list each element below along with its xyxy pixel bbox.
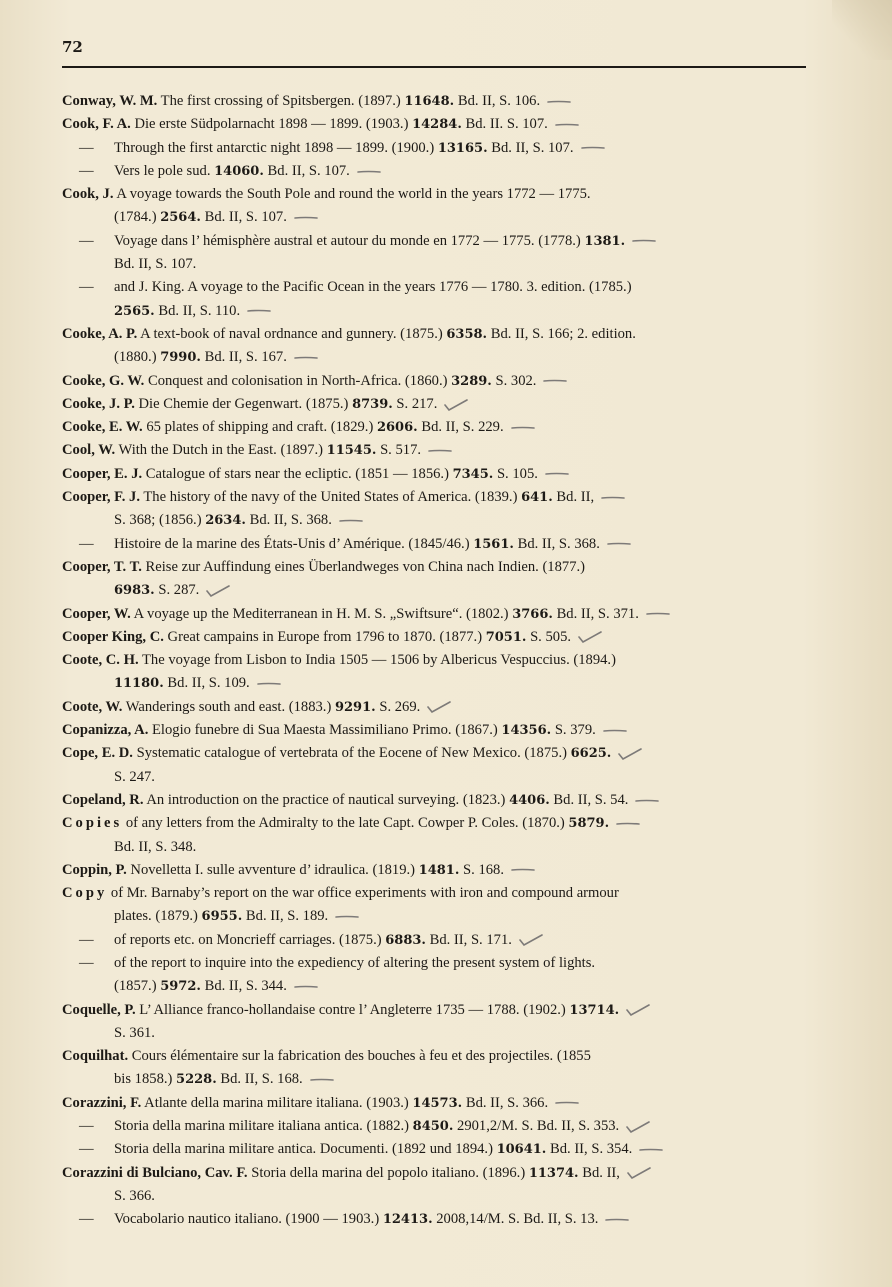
entry-catalog-number: 5228.	[176, 1072, 217, 1088]
entry-catalog-number: 1381.	[584, 233, 626, 249]
pencil-check-mark-icon	[443, 399, 469, 411]
entry-text: (1857.)	[114, 978, 161, 995]
pencil-dash-mark-icon	[542, 375, 568, 387]
entry-line	[62, 533, 812, 556]
entry-line	[62, 1138, 812, 1161]
pencil-check-mark-icon	[617, 748, 643, 760]
entry-reference: Bd. II, S. 54.	[549, 791, 629, 808]
entry-line	[62, 1115, 812, 1138]
entry-text: Histoire de la marine des États-Unis d’ Amérique. (1845/46.)	[114, 535, 474, 552]
entry-catalog-number: 641.	[521, 490, 553, 506]
entry-line	[62, 649, 812, 672]
entry-text: Great campains in Europe from 1796 to 1870. (1877.)	[163, 628, 486, 645]
entry-author: Cooke, G. W.	[62, 372, 145, 389]
entry-catalog-number: 4406.	[509, 792, 550, 808]
entry-reference: Bd. II,	[578, 1164, 620, 1181]
entry-reference: Bd. II, S. 354.	[546, 1141, 633, 1158]
entry-text: Reise zur Auffindung eines Überlandweges von China nach Indien. (1877.)	[141, 558, 585, 575]
pencil-check-mark-icon	[518, 934, 544, 946]
entry-line	[62, 1045, 812, 1068]
entry-line	[62, 323, 812, 346]
entry-reference: S. 302.	[491, 372, 537, 389]
entry-reference: Bd. II, S. 110.	[154, 302, 241, 319]
ditto-dash: —	[79, 1211, 94, 1228]
pencil-check-mark-icon	[625, 1004, 651, 1016]
entry-author: Cooke, E. W.	[62, 419, 143, 436]
entry-text: Bd. II, S. 348.	[114, 838, 197, 855]
entry-reference: 2008,14/M. S. Bd. II, S. 13.	[432, 1211, 599, 1228]
entry-reference: S. 217.	[392, 395, 438, 412]
entry-line	[62, 416, 812, 439]
entry-text: of reports etc. on Moncrieff carriages. (1875.)	[114, 931, 386, 948]
entry-text: of Mr. Barnaby’s report on the war office experiments with iron and compound armour	[107, 885, 619, 902]
entry-text: (1880.)	[114, 349, 161, 366]
entry-text: plates. (1879.)	[114, 908, 202, 925]
entry-catalog-number: 9291.	[334, 699, 376, 715]
entry-line	[62, 1208, 812, 1231]
entry-reference: S. 269.	[375, 698, 421, 715]
entry-reference: S. 168.	[459, 861, 504, 878]
pencil-dash-mark-icon	[580, 142, 606, 154]
entry-author: Cook, J.	[62, 186, 114, 203]
entry-reference: Bd. II, S. 167.	[200, 349, 287, 366]
entry-text: L’ Alliance franco-hollandaise contre l’ Angleterre 1735 — 1788. (1902.)	[135, 1001, 570, 1018]
entry-reference: Bd. II, S. 344.	[200, 978, 287, 995]
entry-text: S. 368; (1856.)	[114, 512, 206, 529]
entry-catalog-number: 11648.	[404, 94, 455, 109]
entry-line	[62, 696, 812, 719]
entry-line	[62, 439, 812, 462]
entry-line	[62, 253, 812, 276]
entry-line	[62, 276, 812, 299]
entry-text: Vocabolario nautico italiano. (1900 — 1903.)	[114, 1211, 383, 1228]
entry-line	[62, 1022, 812, 1045]
entry-line	[62, 719, 812, 742]
entry-catalog-number: 3289.	[451, 373, 492, 389]
entry-author: Cooper, T. T.	[62, 558, 142, 575]
entry-reference: 2901,2/M. S. Bd. II, S. 353.	[453, 1118, 620, 1135]
entry-text: Elogio funebre di Sua Maesta Massimiliano Primo. (1867.)	[148, 722, 502, 739]
entry-catalog-number: 6955.	[201, 909, 243, 925]
entry-author: Cooke, A. P.	[62, 325, 138, 342]
entry-text: Atlante della marina militare italiana. (1903.)	[141, 1094, 413, 1111]
entry-text: Voyage dans l’ hémisphère austral et autour du monde en 1772 — 1775. (1778.)	[114, 232, 585, 249]
pencil-dash-mark-icon	[602, 725, 628, 737]
entry-line	[62, 300, 812, 323]
entry-text: The history of the navy of the United States of America. (1839.)	[139, 489, 522, 506]
entry-reference: S. 287.	[154, 582, 200, 599]
pencil-dash-mark-icon	[427, 445, 453, 457]
entry-catalog-number: 11545.	[326, 443, 377, 459]
pencil-dash-mark-icon	[645, 608, 671, 620]
entry-reference: S. 379.	[551, 722, 596, 739]
entry-author: Cooper King, C.	[62, 628, 164, 645]
entry-catalog-number: 14573.	[412, 1095, 463, 1111]
entry-reference: Bd. II, S. 366.	[462, 1094, 549, 1111]
entry-line	[62, 766, 812, 789]
entry-catalog-number: 14356.	[501, 723, 552, 739]
entry-line	[62, 975, 812, 998]
entry-text: of the report to inquire into the expediency of altering the present system of lights.	[114, 954, 596, 971]
pencil-check-mark-icon	[426, 701, 452, 713]
entry-line	[62, 346, 812, 369]
entry-reference: Bd. II, S. 189.	[242, 908, 329, 925]
entry-line	[62, 859, 812, 882]
entry-line	[62, 137, 812, 160]
entry-text: Storia della marina militare italiana antica. (1882.)	[114, 1118, 413, 1135]
ditto-dash: —	[79, 139, 94, 156]
entry-line	[62, 230, 812, 253]
pencil-dash-mark-icon	[638, 1144, 664, 1156]
bibliography-list	[62, 90, 812, 1232]
entry-reference: S. 505.	[526, 628, 572, 645]
entry-line	[62, 183, 812, 206]
entry-text: An introduction on the practice of nautical surveying. (1823.)	[143, 791, 510, 808]
pencil-dash-mark-icon	[554, 1097, 580, 1109]
entry-catalog-number: 2634.	[205, 513, 246, 529]
entry-text: The first crossing of Spitsbergen. (1897.)	[157, 93, 405, 109]
ditto-dash: —	[79, 279, 94, 296]
entry-reference: Bd. II, S. 107.	[200, 209, 287, 226]
ditto-dash: —	[79, 1141, 94, 1158]
pencil-check-mark-icon	[205, 585, 231, 597]
pencil-check-mark-icon	[626, 1167, 652, 1179]
pencil-dash-mark-icon	[293, 212, 319, 224]
entry-author: Cooper, W.	[62, 605, 131, 622]
entry-text: and J. King. A voyage to the Pacific Ocean in the years 1776 — 1780. 3. edition. (1785.)	[114, 279, 632, 296]
entry-author: Coote, W.	[62, 698, 123, 715]
entry-catalog-number: 6625.	[570, 746, 612, 762]
entry-line	[62, 1092, 812, 1115]
entry-line	[62, 789, 812, 812]
pencil-dash-mark-icon	[615, 818, 641, 830]
pencil-dash-mark-icon	[604, 1214, 630, 1226]
entry-text: A voyage up the Mediterranean in H. M. S. „Swiftsure“. (1802.)	[130, 605, 513, 622]
entry-catalog-number: 6358.	[446, 326, 488, 342]
entry-catalog-number: 8450.	[412, 1119, 454, 1135]
entry-catalog-number: 2606.	[376, 420, 418, 436]
entry-reference: Bd. II, S. 107.	[263, 162, 350, 179]
entry-line	[62, 905, 812, 928]
entry-catalog-number: 3766.	[512, 606, 553, 622]
entry-line	[62, 206, 812, 229]
entry-text: Die Chemie der Gegenwart. (1875.)	[134, 395, 353, 412]
entry-text: Vers le pole sud.	[114, 162, 215, 179]
entry-line	[62, 90, 812, 113]
pencil-dash-mark-icon	[309, 1074, 335, 1086]
entry-line	[62, 603, 812, 626]
ditto-dash: —	[79, 535, 94, 552]
entry-author: Coquelle, P.	[62, 1001, 136, 1018]
entry-catalog-number: 5972.	[160, 979, 201, 995]
ditto-dash: —	[79, 931, 94, 948]
entry-text: S. 366.	[114, 1187, 155, 1204]
entry-text: 65 plates of shipping and craft. (1829.)	[142, 419, 377, 436]
entry-text: A text-book of naval ordnance and gunnery. (1875.)	[137, 325, 447, 342]
entry-text: Novelletta I. sulle avventure d’ idraulica. (1819.)	[126, 861, 419, 878]
entry-catalog-number: 14060.	[214, 163, 264, 179]
entry-line	[62, 929, 812, 952]
entry-catalog-number: 1561.	[473, 536, 514, 552]
entry-author: Cope, E. D.	[62, 745, 133, 762]
entry-reference: Bd. II, S. 368.	[245, 512, 332, 529]
pencil-dash-mark-icon	[606, 538, 632, 550]
entry-reference: Bd. II, S. 368.	[513, 535, 600, 552]
pencil-dash-mark-icon	[356, 166, 382, 178]
entry-text: of any letters from the Admiralty to the late Capt. Cowper P. Coles. (1870.)	[122, 815, 569, 832]
page-number: 72	[62, 38, 83, 56]
ditto-dash: —	[79, 954, 94, 971]
pencil-dash-mark-icon	[334, 911, 360, 923]
entry-author: Copy	[62, 885, 108, 902]
entry-catalog-number: 7990.	[160, 350, 201, 366]
entry-reference: S. 517.	[376, 442, 422, 459]
pencil-check-mark-icon	[625, 1121, 651, 1133]
entry-line	[62, 952, 812, 975]
entry-author: Cooper, E. J.	[62, 465, 143, 482]
entry-author: Coppin, P.	[62, 861, 127, 878]
entry-reference: Bd. II, S. 171.	[425, 931, 512, 948]
pencil-dash-mark-icon	[634, 795, 660, 807]
entry-author: Cool, W.	[62, 442, 116, 459]
entry-author: Coote, C. H.	[62, 652, 139, 669]
entry-catalog-number: 6983.	[114, 583, 155, 599]
entry-text: Cours élémentaire sur la fabrication des bouches à feu et des projectiles. (1855	[128, 1048, 591, 1065]
entry-catalog-number: 14284.	[412, 117, 462, 133]
entry-text: Catalogue of stars near the ecliptic. (1851 — 1856.)	[142, 465, 453, 482]
pencil-dash-mark-icon	[554, 119, 580, 131]
entry-reference: Bd. II. S. 107.	[461, 116, 548, 133]
entry-line	[62, 882, 812, 905]
entry-text: Through the first antarctic night 1898 — 1899. (1900.)	[114, 139, 438, 156]
pencil-dash-mark-icon	[338, 515, 364, 527]
pencil-dash-mark-icon	[246, 305, 272, 317]
entry-author: Cooke, J. P.	[62, 395, 135, 412]
entry-reference: Bd. II,	[552, 489, 595, 506]
entry-author: Corazzini di Bulciano, Cav. F.	[62, 1164, 248, 1181]
entry-catalog-number: 6883.	[385, 932, 426, 948]
entry-catalog-number: 11180.	[114, 676, 164, 692]
entry-reference: S. 105.	[493, 465, 538, 482]
entry-text: Bd. II, S. 107.	[114, 256, 197, 273]
entry-author: Conway, W. M.	[62, 93, 158, 109]
entry-text: (1784.)	[114, 209, 161, 226]
entry-line	[62, 160, 812, 183]
entry-catalog-number: 12413.	[382, 1212, 433, 1228]
entry-line	[62, 509, 812, 532]
entry-reference: Bd. II, S. 166; 2. edition.	[487, 325, 636, 342]
entry-catalog-number: 13714.	[569, 1002, 620, 1018]
entry-author: Cook, F. A.	[62, 116, 131, 133]
entry-line	[62, 463, 812, 486]
pencil-dash-mark-icon	[631, 235, 657, 247]
entry-catalog-number: 5879.	[568, 816, 610, 832]
entry-text: Systematic catalogue of vertebrata of the Eocene of New Mexico. (1875.)	[132, 745, 571, 762]
entry-line	[62, 1068, 812, 1091]
entry-text: S. 247.	[114, 768, 155, 785]
entry-line	[62, 1185, 812, 1208]
pencil-dash-mark-icon	[293, 981, 319, 993]
entry-text: A voyage towards the South Pole and round the world in the years 1772 — 1775.	[113, 186, 591, 203]
entry-reference: Bd. II, S. 106.	[454, 93, 541, 109]
pencil-dash-mark-icon	[546, 96, 572, 108]
entry-line	[62, 1162, 812, 1185]
pencil-dash-mark-icon	[256, 678, 282, 690]
entry-reference: Bd. II, S. 109.	[163, 675, 250, 692]
entry-line	[62, 836, 812, 859]
entry-author: Copanizza, A.	[62, 722, 149, 739]
entry-line	[62, 579, 812, 602]
entry-author: Copies	[62, 815, 123, 832]
entry-line	[62, 486, 812, 509]
entry-line	[62, 742, 812, 765]
entry-author: Corazzini, F.	[62, 1094, 142, 1111]
entry-text: The voyage from Lisbon to India 1505 — 1506 by Albericus Vespuccius. (1894.)	[138, 652, 616, 669]
entry-catalog-number: 7345.	[452, 466, 494, 482]
entry-reference: Bd. II, S. 371.	[552, 605, 639, 622]
entry-catalog-number: 13165.	[437, 140, 488, 156]
entry-text: With the Dutch in the East. (1897.)	[115, 442, 327, 459]
entry-line	[62, 370, 812, 393]
entry-catalog-number: 10641.	[496, 1142, 547, 1158]
pencil-dash-mark-icon	[600, 492, 626, 504]
entry-line	[62, 556, 812, 579]
entry-text: Storia della marina del popolo italiano. (1896.)	[247, 1164, 529, 1181]
entry-text: Die erste Südpolarnacht 1898 — 1899. (1903.)	[130, 116, 413, 133]
entry-text: Storia della marina militare antica. Documenti. (1892 und 1894.)	[114, 1141, 497, 1158]
entry-author: Copeland, R.	[62, 791, 144, 808]
entry-catalog-number: 1481.	[418, 862, 460, 878]
pencil-dash-mark-icon	[544, 468, 570, 480]
entry-reference: Bd. II, S. 168.	[216, 1071, 303, 1088]
ditto-dash: —	[79, 1118, 94, 1135]
entry-text: Conquest and colonisation in North-Africa. (1860.)	[144, 372, 452, 389]
entry-text: bis 1858.)	[114, 1071, 177, 1088]
entry-line	[62, 812, 812, 835]
page-corner-shadow	[832, 0, 892, 60]
ditto-dash: —	[79, 162, 94, 179]
entry-line	[62, 999, 812, 1022]
header-rule	[62, 66, 806, 68]
entry-catalog-number: 2564.	[160, 210, 201, 226]
pencil-dash-mark-icon	[510, 864, 536, 876]
entry-text: S. 361.	[114, 1024, 155, 1041]
pencil-dash-mark-icon	[293, 352, 319, 364]
entry-reference: Bd. II, S. 107.	[487, 139, 574, 156]
entry-reference: Bd. II, S. 229.	[417, 419, 504, 436]
pencil-check-mark-icon	[577, 631, 603, 643]
entry-line	[62, 672, 812, 695]
entry-catalog-number: 2565.	[114, 303, 155, 319]
pencil-dash-mark-icon	[510, 422, 536, 434]
entry-text: Wanderings south and east. (1883.)	[122, 698, 335, 715]
ditto-dash: —	[79, 232, 94, 249]
entry-catalog-number: 7051.	[485, 629, 527, 645]
entry-author: Coquilhat.	[62, 1048, 129, 1065]
entry-line	[62, 626, 812, 649]
entry-catalog-number: 11374.	[528, 1165, 579, 1181]
entry-line	[62, 393, 812, 416]
entry-line	[62, 113, 812, 136]
entry-catalog-number: 8739.	[352, 396, 393, 412]
entry-author: Cooper, F. J.	[62, 489, 140, 506]
